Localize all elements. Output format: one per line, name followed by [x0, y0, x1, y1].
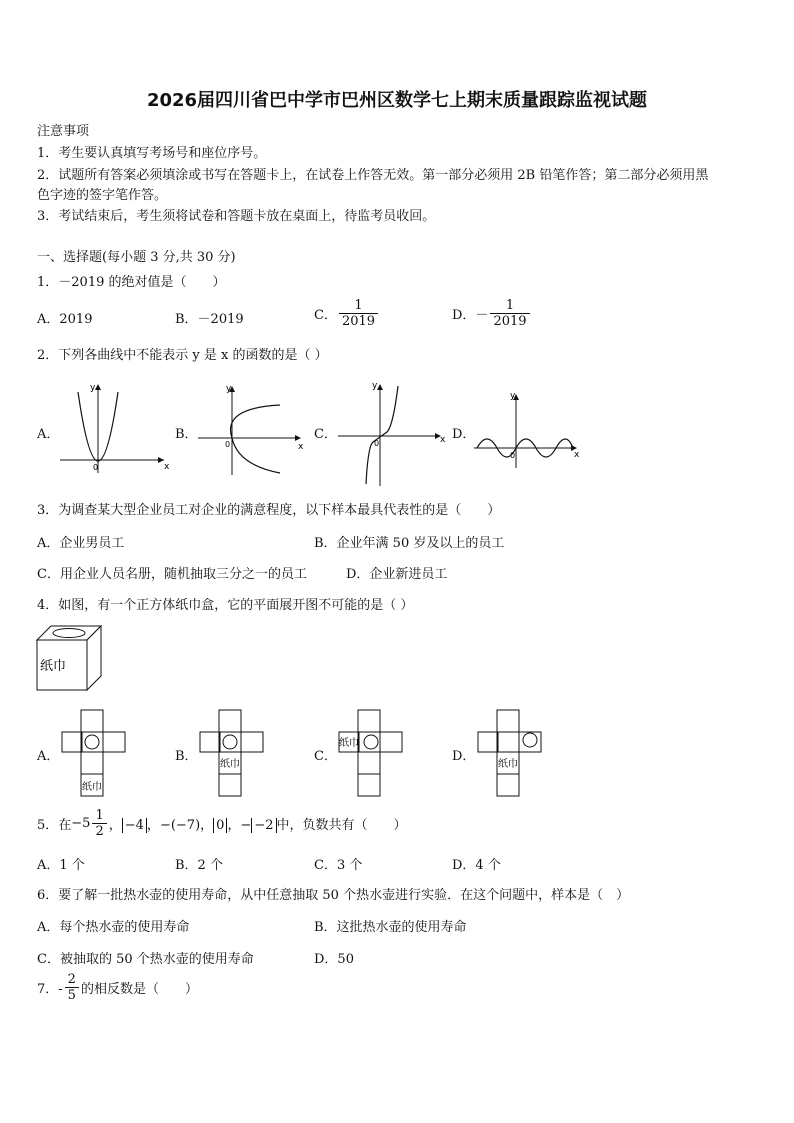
svg-text:0: 0: [93, 463, 99, 472]
q1-option-c: C． $\frac{1}{2019}$: [314, 298, 380, 329]
q4-net-b: [198, 708, 266, 798]
svg-text:纸巾: 纸巾: [82, 782, 102, 793]
q2-stem: 2．下列各曲线中不能表示 y 是 x 的函数的是（ ）: [37, 348, 328, 363]
q5-option-d: D．4 个: [452, 858, 501, 873]
notice-item: 2．试题所有答案必须填涂或书写在答题卡上，在试卷上作答无效。第一部分必须用 2B 铅笔作答；第二部分必须用黑: [37, 168, 709, 183]
svg-text:x: x: [440, 435, 446, 445]
svg-text:y: y: [510, 391, 516, 401]
q2-graph-b: [198, 383, 308, 478]
tissue-box-cube: [35, 622, 105, 692]
q3-option-d: D．企业新进员工: [346, 567, 448, 582]
q1-stem: 1．－2019 的绝对值是（ ）: [37, 275, 226, 290]
notice-item: 色字迹的签字笔作答。: [37, 188, 168, 203]
q4-label-c: C．: [314, 749, 337, 764]
q2-graph-a: [60, 380, 170, 475]
svg-text:纸巾: 纸巾: [339, 738, 359, 749]
notice-item: 1．考生要认真填写考场号和座位序号。: [37, 146, 267, 161]
q3-option-b: B．企业年满 50 岁及以上的员工: [314, 536, 505, 551]
svg-text:0: 0: [225, 440, 231, 449]
q6-stem: 6．要了解一批热水壶的使用寿命，从中任意抽取 50 个热水壶进行实验．在这个问题中，样本是（ ）: [37, 888, 630, 903]
q4-net-d: [476, 708, 544, 798]
q3-option-a: A．企业男员工: [37, 536, 125, 551]
notice-heading: 注意事项: [37, 124, 90, 139]
svg-text:0: 0: [510, 451, 516, 460]
q5-option-a: A．1 个: [37, 858, 85, 873]
q2-graph-c: [338, 380, 448, 490]
svg-text:x: x: [574, 450, 580, 460]
notice-item: 3．考试结束后，考生须将试卷和答题卡放在桌面上，待监考员收回。: [37, 209, 436, 224]
q4-label-a: A．: [37, 749, 60, 764]
q4-label-b: B．: [175, 749, 198, 764]
q3-option-c: C．用企业人员名册，随机抽取三分之一的员工: [37, 567, 307, 582]
q1-option-b: B．－2019: [175, 312, 244, 327]
page-title: 2026届四川省巴中学市巴州区数学七上期末质量跟踪监视试题: [146, 90, 648, 111]
svg-text:纸巾: 纸巾: [220, 759, 240, 770]
q5-option-b: B．2 个: [175, 858, 223, 873]
q6-option-b: B．这批热水壶的使用寿命: [314, 920, 467, 935]
svg-text:0: 0: [374, 439, 380, 448]
q2-label-d: D．: [452, 427, 476, 442]
q5-stem: 5．在−5 $\frac{1}{2}$ ， −4 ，−(−7)， 0 ，− −2 中，负数共有（ ）: [37, 808, 407, 839]
q4-stem: 4．如图，有一个正方体纸巾盒，它的平面展开图不可能的是（ ）: [37, 598, 414, 613]
q7-stem: 7．- $\frac{2}{5}$ 的相反数是（ ）: [37, 972, 198, 1003]
q1-option-d: D．－ $\frac{1}{2019}$: [452, 298, 532, 329]
q5-option-c: C．3 个: [314, 858, 363, 873]
q6-option-d: D．50: [314, 952, 354, 967]
svg-text:x: x: [298, 442, 304, 452]
svg-text:纸巾: 纸巾: [498, 759, 518, 770]
q6-option-c: C．被抽取的 50 个热水壶的使用寿命: [37, 952, 254, 967]
q4-net-c: [337, 708, 405, 798]
svg-text:y: y: [226, 384, 232, 394]
q6-option-a: A．每个热水壶的使用寿命: [37, 920, 190, 935]
q2-label-b: B．: [175, 427, 198, 442]
q1-option-a: A．2019: [37, 312, 93, 327]
q2-graph-d: [474, 390, 584, 470]
svg-text:x: x: [164, 462, 170, 472]
q4-label-d: D．: [452, 749, 476, 764]
q3-stem: 3．为调查某大型企业员工对企业的满意程度，以下样本最具代表性的是（ ）: [37, 503, 501, 518]
svg-text:纸巾: 纸巾: [40, 659, 67, 674]
section-heading: 一、选择题(每小题 3 分,共 30 分): [37, 250, 236, 265]
q2-label-a: A．: [37, 427, 60, 442]
svg-text:y: y: [90, 383, 96, 393]
q4-net-a: [60, 708, 128, 798]
svg-text:y: y: [372, 381, 378, 391]
q2-label-c: C．: [314, 427, 337, 442]
